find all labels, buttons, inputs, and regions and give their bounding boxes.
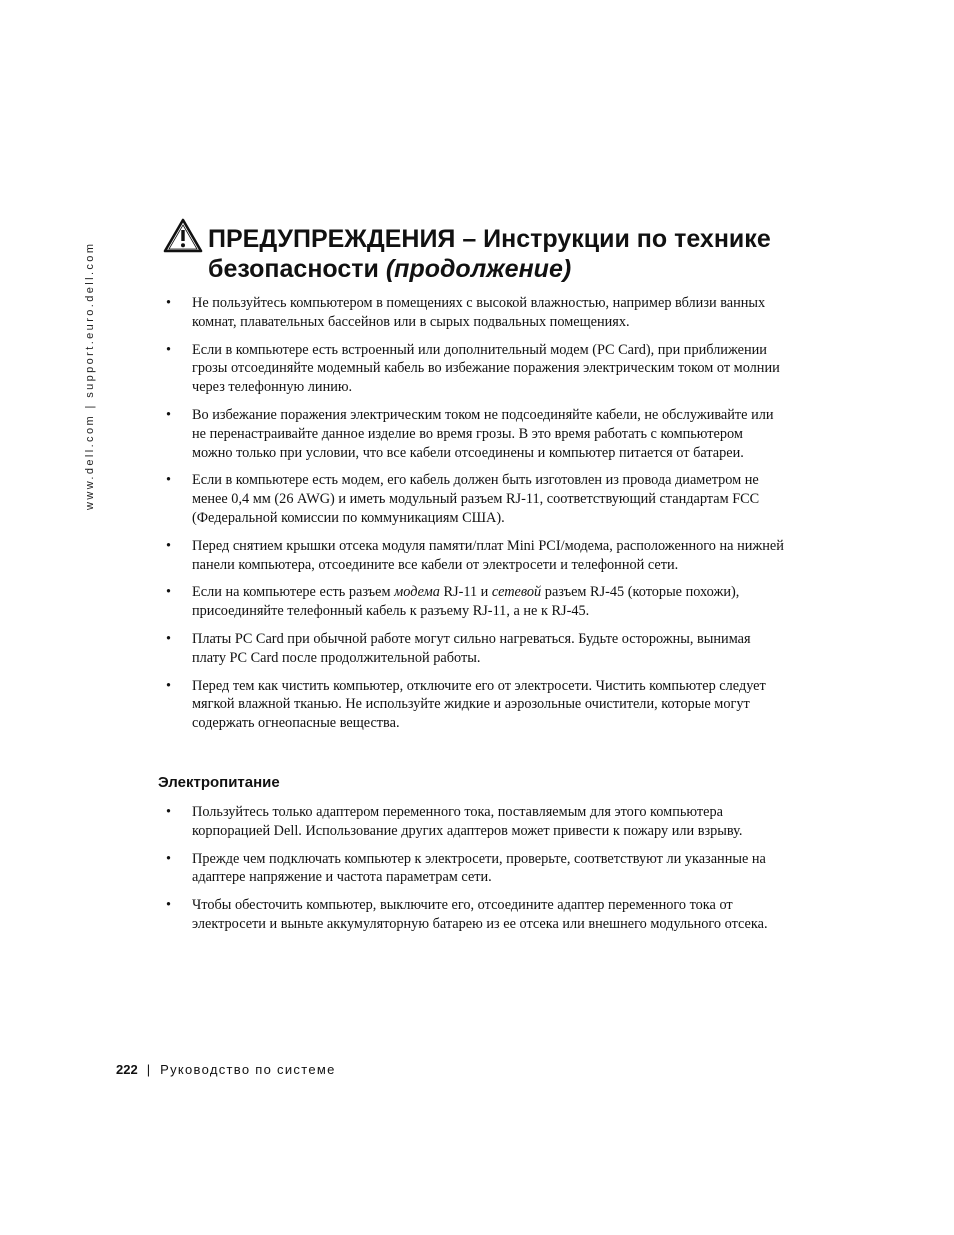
title-continuation: (продолжение): [385, 255, 572, 283]
text-run: Если на компьютере есть разъем: [192, 584, 395, 601]
emphasis-modem: модема: [394, 584, 440, 601]
list-item: [166, 294, 786, 332]
footer-separator: |: [146, 1062, 151, 1077]
bullet: •: [166, 677, 172, 694]
emphasis-network: сетевой: [491, 584, 542, 601]
text-run: разъем RJ-45 (которые похожи), присоединяйте телефонный кабель к разъему RJ-11, а не к RJ-45.: [192, 584, 740, 620]
list-item-text: Если в компьютере есть модем, его кабель должен быть изготовлен из провода диаметром не менее 0,4 мм (26 AWG) и иметь модульный разъем RJ-11, соответствующий стандартам FCC (Федеральной комиссии по коммуникациям США).: [192, 472, 760, 526]
guide-title: Руководство по системе: [160, 1062, 336, 1077]
bullet: •: [166, 630, 172, 647]
bullet: •: [166, 341, 172, 358]
list-item: [166, 406, 786, 462]
page-title: [208, 224, 848, 284]
list-item: [166, 471, 786, 527]
list-item-text: Прежде чем подключать компьютер к электросети, проверьте, соответствуют ли указанные на адаптере напряжение и частота параметрам сети.: [192, 850, 766, 886]
power-section-heading: Электропитание: [158, 774, 280, 791]
power-list: [166, 803, 786, 943]
list-item-text: Пользуйтесь только адаптером переменного тока, поставляемым для этого компьютера корпорацией Dell. Использование других адаптеров может привести к пожару или взрыву.: [192, 804, 743, 839]
text-run: RJ-11 и: [439, 584, 492, 601]
bullet: •: [166, 295, 172, 311]
side-url: www.dell.com | support.euro.dell.com: [84, 241, 96, 510]
bullet: •: [166, 897, 172, 914]
bullet: •: [166, 804, 172, 820]
bullet: •: [166, 584, 172, 601]
list-item: [166, 677, 786, 733]
list-item-text: Не пользуйтесь компьютером в помещениях с высокой влажностью, например вблизи ванных комнат, плавательных бассейнов или в сырых подвальных помещениях.: [192, 295, 766, 330]
list-item-text: Чтобы обесточить компьютер, выключите его, отсоедините адаптер переменного тока от электросети и выньте аккумуляторную батарею из ее отсека или внешнего модульного отсека.: [192, 897, 768, 932]
list-item-text: Если в компьютере есть встроенный или дополнительный модем (PC Card), при приближении грозы отсоединяйте модемный кабель во избежание поражения электрическим током от молнии через телефонную линию.: [192, 341, 780, 396]
list-item: [166, 583, 786, 621]
list-item: [166, 850, 786, 888]
warning-triangle-icon: [162, 217, 204, 254]
list-item: [166, 537, 786, 575]
list-item-text: Перед тем как чистить компьютер, отключите его от электросети. Чистить компьютер следует мягкой влажной тканью. Не используйте жидкие и аэрозольные очистители, которые могут содержать огнеопасные вещества.: [192, 677, 766, 732]
list-item: [166, 803, 786, 841]
bullet: •: [166, 537, 172, 554]
page-footer: [116, 1062, 336, 1077]
page-number: 222: [116, 1062, 138, 1077]
bullet: •: [166, 850, 172, 867]
bullet: •: [166, 472, 172, 489]
list-item: [166, 896, 786, 934]
title-main: ПРЕДУПРЕЖДЕНИЯ – Инструкции по технике безопасности: [208, 225, 771, 283]
list-item: [166, 341, 786, 397]
list-item-text: [192, 584, 739, 619]
list-item-text: Перед снятием крышки отсека модуля памяти/плат Mini PCI/модема, расположенного на нижней панели компьютера, отсоедините все кабели от электросети и телефонной сети.: [192, 537, 784, 573]
list-item-text: Во избежание поражения электрическим током не подсоединяйте кабели, не обслуживайте или не перенастраивайте данное изделие во время грозы. В это время работать с компьютером можно только при условии, что все кабели отсоединены и компьютер питается от батареи.: [192, 406, 774, 461]
bullet: •: [166, 406, 172, 423]
list-item: [166, 630, 786, 668]
list-item-text: Платы PC Card при обычной работе могут сильно нагреваться. Будьте осторожны, вынимая плату PC Card после продолжительной работы.: [192, 630, 751, 666]
warnings-list: [166, 294, 786, 742]
